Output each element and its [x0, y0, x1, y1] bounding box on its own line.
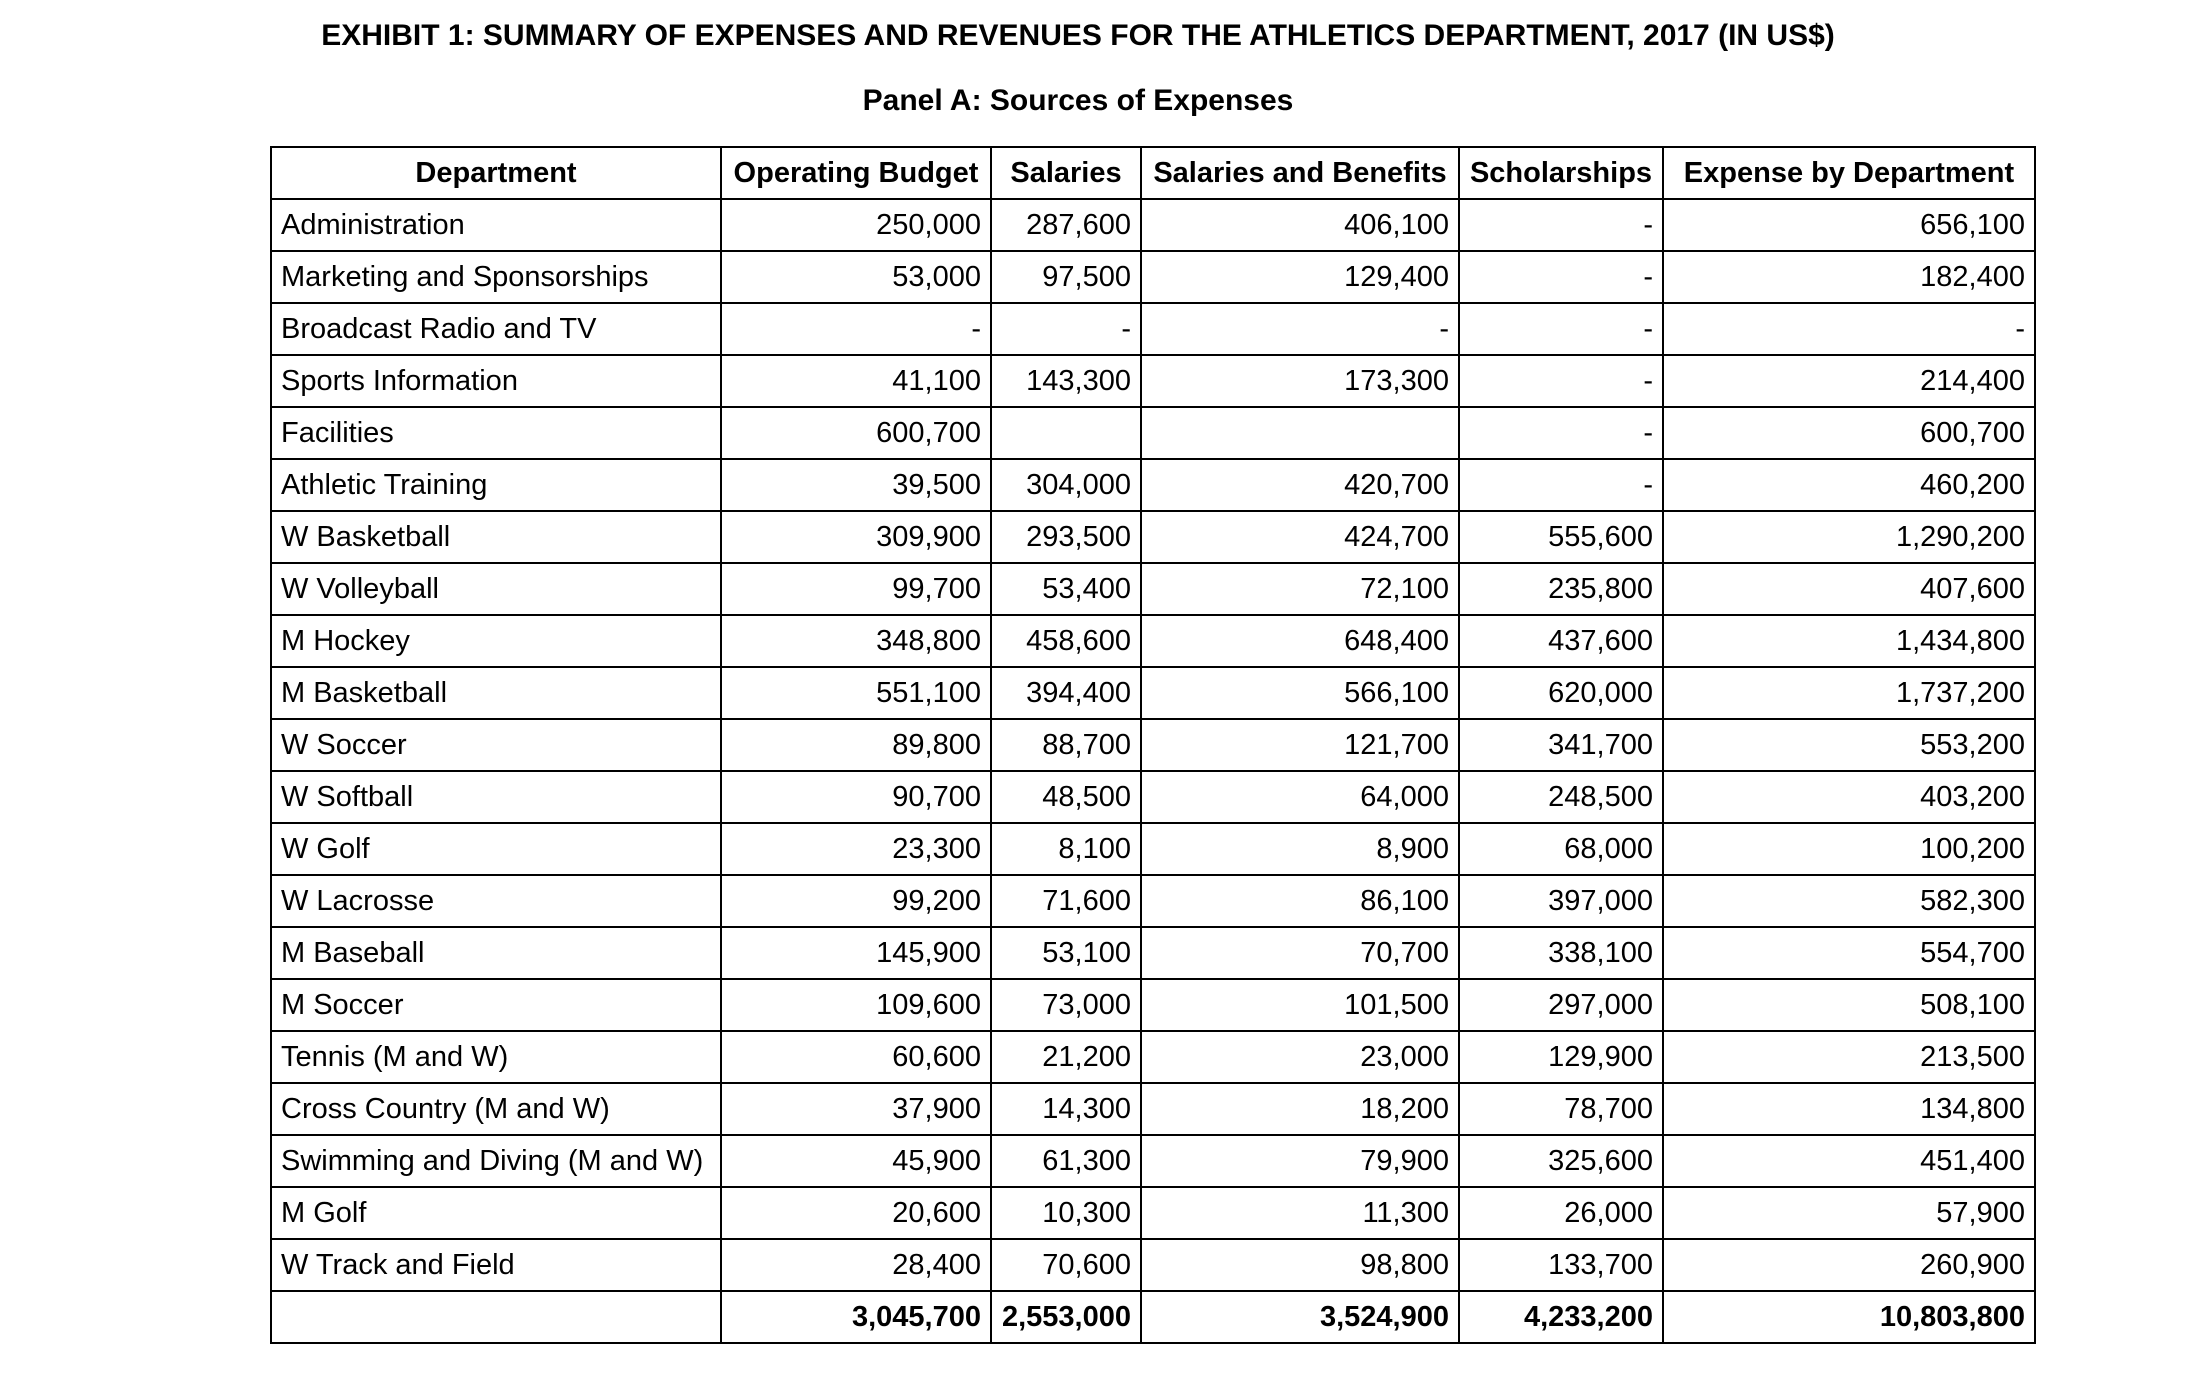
cell-expense-by-department: 407,600	[1663, 563, 2035, 615]
cell-operating-budget: 551,100	[721, 667, 991, 719]
table-row	[271, 875, 2035, 927]
cell-expense-by-department: 554,700	[1663, 927, 2035, 979]
cell-department: Swimming and Diving (M and W)	[271, 1135, 721, 1187]
table-row	[271, 1187, 2035, 1239]
cell-operating-budget: 60,600	[721, 1031, 991, 1083]
cell-operating-budget: 23,300	[721, 823, 991, 875]
cell-expense-by-department: 1,290,200	[1663, 511, 2035, 563]
cell-salaries-and-benefits: 173,300	[1141, 355, 1459, 407]
cell-scholarships: 68,000	[1459, 823, 1663, 875]
cell-salaries-and-benefits: 648,400	[1141, 615, 1459, 667]
cell-salaries-and-benefits: 11,300	[1141, 1187, 1459, 1239]
cell-scholarships: -	[1459, 407, 1663, 459]
cell-operating-budget: 109,600	[721, 979, 991, 1031]
panel-subtitle: Panel A: Sources of Expenses	[862, 84, 1294, 117]
cell-scholarships: -	[1459, 251, 1663, 303]
table-row	[271, 511, 2035, 563]
cell-department: M Baseball	[271, 927, 721, 979]
table-row	[271, 407, 2035, 459]
table-row	[271, 979, 2035, 1031]
cell-operating-budget: 20,600	[721, 1187, 991, 1239]
cell-expense-by-department: 57,900	[1663, 1187, 2035, 1239]
cell-salaries-and-benefits: 98,800	[1141, 1239, 1459, 1291]
table-row	[271, 823, 2035, 875]
table-row	[271, 303, 2035, 355]
cell-scholarships: 341,700	[1459, 719, 1663, 771]
table-row	[271, 199, 2035, 251]
table-row	[271, 459, 2035, 511]
cell-expense-by-department: 1,737,200	[1663, 667, 2035, 719]
cell-operating-budget: 309,900	[721, 511, 991, 563]
table-row	[271, 251, 2035, 303]
cell-salaries	[991, 407, 1141, 459]
table-row	[271, 927, 2035, 979]
cell-salaries-and-benefits: 8,900	[1141, 823, 1459, 875]
cell-salaries-and-benefits: 72,100	[1141, 563, 1459, 615]
cell-salaries: 97,500	[991, 251, 1141, 303]
cell-salaries: 21,200	[991, 1031, 1141, 1083]
cell-salaries-and-benefits: 23,000	[1141, 1031, 1459, 1083]
cell-scholarships: -	[1459, 199, 1663, 251]
cell-scholarships: 78,700	[1459, 1083, 1663, 1135]
total-salaries: 2,553,000	[991, 1291, 1141, 1343]
cell-salaries: 287,600	[991, 199, 1141, 251]
cell-operating-budget: 250,000	[721, 199, 991, 251]
cell-salaries-and-benefits	[1141, 407, 1459, 459]
table-row	[271, 355, 2035, 407]
cell-operating-budget: 145,900	[721, 927, 991, 979]
cell-salaries-and-benefits: 129,400	[1141, 251, 1459, 303]
table-row	[271, 1083, 2035, 1135]
cell-operating-budget: 600,700	[721, 407, 991, 459]
cell-department: W Golf	[271, 823, 721, 875]
cell-department: Marketing and Sponsorships	[271, 251, 721, 303]
cell-scholarships: 620,000	[1459, 667, 1663, 719]
cell-salaries: 48,500	[991, 771, 1141, 823]
header-operating-budget: Operating Budget	[721, 147, 991, 199]
cell-department: W Softball	[271, 771, 721, 823]
cell-scholarships: 437,600	[1459, 615, 1663, 667]
cell-scholarships: 129,900	[1459, 1031, 1663, 1083]
cell-salaries: 304,000	[991, 459, 1141, 511]
cell-scholarships: 555,600	[1459, 511, 1663, 563]
cell-salaries: 73,000	[991, 979, 1141, 1031]
cell-department: Broadcast Radio and TV	[271, 303, 721, 355]
cell-department: W Lacrosse	[271, 875, 721, 927]
cell-scholarships: -	[1459, 459, 1663, 511]
cell-operating-budget: 348,800	[721, 615, 991, 667]
header-salaries-and-benefits: Salaries and Benefits	[1141, 147, 1459, 199]
table-row	[271, 563, 2035, 615]
total-scholarships: 4,233,200	[1459, 1291, 1663, 1343]
cell-expense-by-department: 656,100	[1663, 199, 2035, 251]
cell-expense-by-department: 403,200	[1663, 771, 2035, 823]
cell-department: M Golf	[271, 1187, 721, 1239]
cell-scholarships: 325,600	[1459, 1135, 1663, 1187]
cell-department: W Track and Field	[271, 1239, 721, 1291]
cell-department: W Basketball	[271, 511, 721, 563]
cell-operating-budget: 37,900	[721, 1083, 991, 1135]
header-department: Department	[271, 147, 721, 199]
total-salaries-and-benefits: 3,524,900	[1141, 1291, 1459, 1343]
cell-scholarships: 235,800	[1459, 563, 1663, 615]
cell-department: W Soccer	[271, 719, 721, 771]
cell-salaries-and-benefits: 64,000	[1141, 771, 1459, 823]
cell-department: Athletic Training	[271, 459, 721, 511]
cell-scholarships: 397,000	[1459, 875, 1663, 927]
cell-scholarships: 133,700	[1459, 1239, 1663, 1291]
cell-expense-by-department: 1,434,800	[1663, 615, 2035, 667]
cell-operating-budget: 99,200	[721, 875, 991, 927]
cell-salaries: 394,400	[991, 667, 1141, 719]
table-row	[271, 719, 2035, 771]
header-scholarships: Scholarships	[1459, 147, 1663, 199]
total-operating-budget: 3,045,700	[721, 1291, 991, 1343]
cell-department: Sports Information	[271, 355, 721, 407]
cell-salaries-and-benefits: 424,700	[1141, 511, 1459, 563]
table-body	[271, 199, 2035, 1343]
cell-expense-by-department: 553,200	[1663, 719, 2035, 771]
cell-department: Tennis (M and W)	[271, 1031, 721, 1083]
cell-salaries-and-benefits: -	[1141, 303, 1459, 355]
cell-expense-by-department: -	[1663, 303, 2035, 355]
cell-salaries: 53,100	[991, 927, 1141, 979]
cell-expense-by-department: 508,100	[1663, 979, 2035, 1031]
cell-operating-budget: 99,700	[721, 563, 991, 615]
cell-expense-by-department: 100,200	[1663, 823, 2035, 875]
cell-salaries: -	[991, 303, 1141, 355]
cell-salaries: 53,400	[991, 563, 1141, 615]
cell-department: M Hockey	[271, 615, 721, 667]
cell-salaries: 143,300	[991, 355, 1141, 407]
cell-expense-by-department: 182,400	[1663, 251, 2035, 303]
expenses-table	[270, 146, 2036, 1344]
cell-department: Cross Country (M and W)	[271, 1083, 721, 1135]
table-row	[271, 1135, 2035, 1187]
total-row	[271, 1291, 2035, 1343]
table-header-row	[271, 147, 2035, 199]
cell-salaries-and-benefits: 101,500	[1141, 979, 1459, 1031]
cell-salaries-and-benefits: 406,100	[1141, 199, 1459, 251]
cell-salaries: 10,300	[991, 1187, 1141, 1239]
cell-salaries: 88,700	[991, 719, 1141, 771]
cell-salaries: 70,600	[991, 1239, 1141, 1291]
cell-expense-by-department: 600,700	[1663, 407, 2035, 459]
cell-operating-budget: 90,700	[721, 771, 991, 823]
cell-department: Facilities	[271, 407, 721, 459]
cell-expense-by-department: 134,800	[1663, 1083, 2035, 1135]
cell-department: M Basketball	[271, 667, 721, 719]
table-row	[271, 771, 2035, 823]
cell-operating-budget: -	[721, 303, 991, 355]
cell-expense-by-department: 213,500	[1663, 1031, 2035, 1083]
cell-salaries-and-benefits: 420,700	[1141, 459, 1459, 511]
cell-department: W Volleyball	[271, 563, 721, 615]
total-department	[271, 1291, 721, 1343]
table-row	[271, 615, 2035, 667]
cell-salaries: 71,600	[991, 875, 1141, 927]
cell-salaries-and-benefits: 79,900	[1141, 1135, 1459, 1187]
cell-salaries-and-benefits: 70,700	[1141, 927, 1459, 979]
cell-expense-by-department: 460,200	[1663, 459, 2035, 511]
cell-scholarships: 26,000	[1459, 1187, 1663, 1239]
cell-salaries: 61,300	[991, 1135, 1141, 1187]
cell-scholarships: -	[1459, 355, 1663, 407]
cell-scholarships: 248,500	[1459, 771, 1663, 823]
cell-operating-budget: 89,800	[721, 719, 991, 771]
table-row	[271, 1031, 2035, 1083]
cell-operating-budget: 53,000	[721, 251, 991, 303]
cell-department: Administration	[271, 199, 721, 251]
cell-salaries-and-benefits: 86,100	[1141, 875, 1459, 927]
cell-operating-budget: 28,400	[721, 1239, 991, 1291]
cell-expense-by-department: 582,300	[1663, 875, 2035, 927]
table-row	[271, 667, 2035, 719]
cell-expense-by-department: 451,400	[1663, 1135, 2035, 1187]
cell-operating-budget: 45,900	[721, 1135, 991, 1187]
header-salaries: Salaries	[991, 147, 1141, 199]
cell-operating-budget: 41,100	[721, 355, 991, 407]
cell-expense-by-department: 260,900	[1663, 1239, 2035, 1291]
cell-salaries: 458,600	[991, 615, 1141, 667]
exhibit-title: EXHIBIT 1: SUMMARY OF EXPENSES AND REVENUES FOR THE ATHLETICS DEPARTMENT, 2017 (IN US$)	[321, 19, 1835, 52]
table-row	[271, 1239, 2035, 1291]
cell-salaries: 293,500	[991, 511, 1141, 563]
header-expense-by-department: Expense by Department	[1663, 147, 2035, 199]
cell-salaries-and-benefits: 566,100	[1141, 667, 1459, 719]
cell-scholarships: 297,000	[1459, 979, 1663, 1031]
cell-scholarships: 338,100	[1459, 927, 1663, 979]
cell-salaries-and-benefits: 18,200	[1141, 1083, 1459, 1135]
cell-salaries: 14,300	[991, 1083, 1141, 1135]
total-expense-by-department: 10,803,800	[1663, 1291, 2035, 1343]
cell-salaries: 8,100	[991, 823, 1141, 875]
cell-expense-by-department: 214,400	[1663, 355, 2035, 407]
cell-salaries-and-benefits: 121,700	[1141, 719, 1459, 771]
cell-department: M Soccer	[271, 979, 721, 1031]
cell-scholarships: -	[1459, 303, 1663, 355]
cell-operating-budget: 39,500	[721, 459, 991, 511]
